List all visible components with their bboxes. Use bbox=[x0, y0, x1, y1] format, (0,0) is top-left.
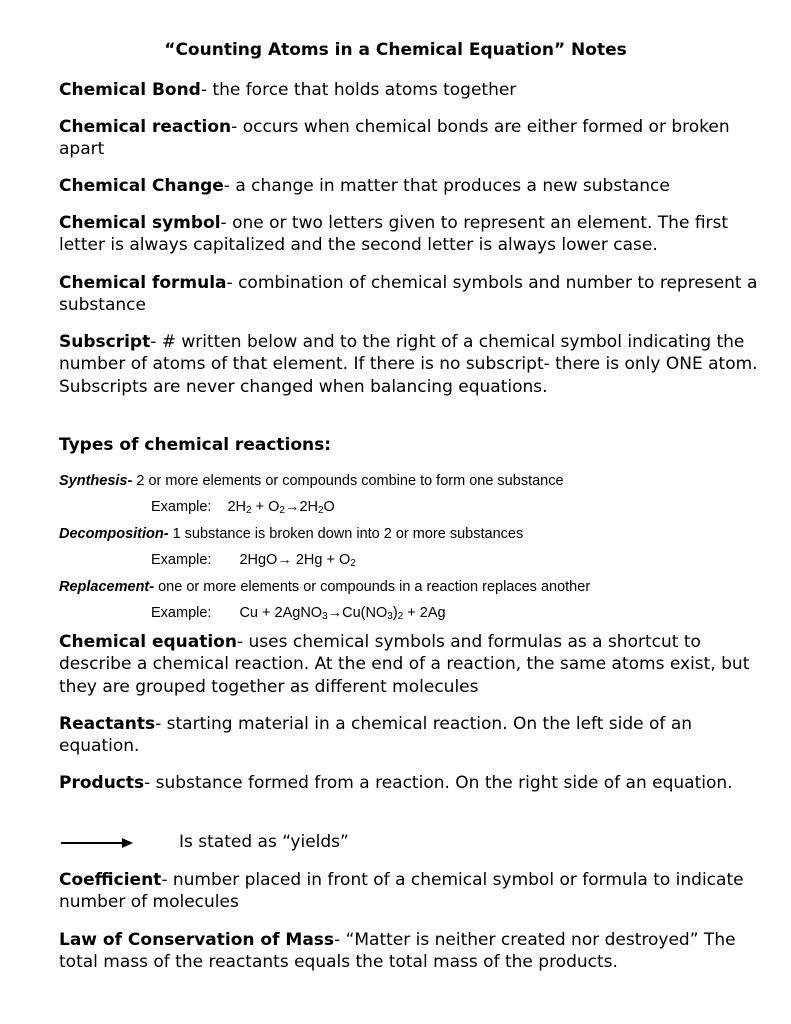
type-text: one or more elements or compounds in a reaction replaces another bbox=[154, 579, 591, 595]
definition-chemical-equation bbox=[59, 631, 759, 698]
page-title: “Counting Atoms in a Chemical Equation” Notes bbox=[164, 40, 627, 60]
definition-text: - a change in matter that produces a new substance bbox=[223, 176, 670, 196]
definition-chemical-bond bbox=[59, 79, 759, 101]
type-text: 1 substance is broken down into 2 or more substances bbox=[168, 526, 524, 542]
term: Reactants bbox=[59, 714, 156, 734]
definition-chemical-symbol bbox=[59, 212, 759, 257]
definition-chemical-change bbox=[59, 175, 759, 197]
definition-text: - occurs when chemical bonds are either formed or broken apart bbox=[59, 117, 730, 160]
term: Chemical Bond bbox=[59, 80, 201, 100]
term: Coefficient bbox=[59, 870, 162, 890]
definition-text: - one or two letters given to represent an element. The first letter is always capitalized and the second letter is always lower case. bbox=[59, 213, 729, 256]
reaction-type-synthesis bbox=[59, 473, 564, 489]
reaction-type-replacement bbox=[59, 579, 590, 595]
example-label: Example: bbox=[151, 552, 212, 568]
example-equation: $2HgO\to 2Hg + O_2$ bbox=[239, 552, 356, 569]
term: Products bbox=[59, 773, 145, 793]
example-equation: $2H_2 + O_2\to 2H_2O$ bbox=[227, 499, 335, 516]
example-synthesis bbox=[151, 499, 335, 515]
example-label: Example: bbox=[151, 605, 212, 621]
definition-text: - # written below and to the right of a chemical symbol indicating the number of atoms of that element. If there is no subscript- there is only ONE atom. Subscripts are never changed when balancing equations. bbox=[59, 332, 758, 397]
term: Chemical Change bbox=[59, 176, 224, 196]
definition-text: - number placed in front of a chemical symbol or formula to indicate number of molecules bbox=[59, 870, 744, 913]
definition-text: - uses chemical symbols and formulas as a shortcut to describe a chemical reaction. At the end of a reaction, the same atoms exist, but they are grouped together as different molecules bbox=[59, 632, 750, 697]
definition-conservation-of-mass bbox=[59, 929, 759, 974]
definition-text: - “Matter is neither created nor destroyed” The total mass of the reactants equals the total mass of the products. bbox=[59, 930, 736, 973]
example-replacement bbox=[151, 605, 446, 621]
type-name: Decomposition- bbox=[59, 526, 169, 542]
definition-chemical-reaction bbox=[59, 116, 759, 161]
definition-text: - starting material in a chemical reaction. On the left side of an equation. bbox=[59, 714, 693, 757]
definition-text: - the force that holds atoms together bbox=[200, 80, 517, 100]
term: Chemical equation bbox=[59, 632, 237, 652]
example-label: Example: bbox=[151, 499, 212, 515]
term: Chemical formula bbox=[59, 273, 227, 293]
term: Chemical reaction bbox=[59, 117, 232, 137]
term: Law of Conservation of Mass bbox=[59, 930, 335, 950]
type-name: Synthesis- bbox=[59, 473, 133, 489]
yields-text: Is stated as “yields” bbox=[179, 832, 349, 852]
example-decomposition bbox=[151, 552, 356, 568]
definition-reactants bbox=[59, 713, 759, 758]
definition-products bbox=[59, 772, 759, 794]
term: Subscript bbox=[59, 332, 151, 352]
definition-text: - substance formed from a reaction. On the right side of an equation. bbox=[144, 773, 733, 793]
definition-chemical-formula bbox=[59, 272, 759, 317]
definition-subscript bbox=[59, 331, 759, 398]
term: Chemical symbol bbox=[59, 213, 221, 233]
type-name: Replacement- bbox=[59, 579, 155, 595]
type-text: 2 or more elements or compounds combine to form one substance bbox=[132, 473, 564, 489]
example-equation: $Cu + 2AgNO_3\to Cu(NO_3)_2 + 2Ag$ bbox=[239, 605, 446, 622]
reaction-type-decomposition bbox=[59, 526, 523, 542]
definition-coefficient bbox=[59, 869, 759, 914]
definition-text: - combination of chemical symbols and number to represent a substance bbox=[59, 273, 758, 316]
reaction-types-heading: Types of chemical reactions: bbox=[59, 435, 332, 455]
